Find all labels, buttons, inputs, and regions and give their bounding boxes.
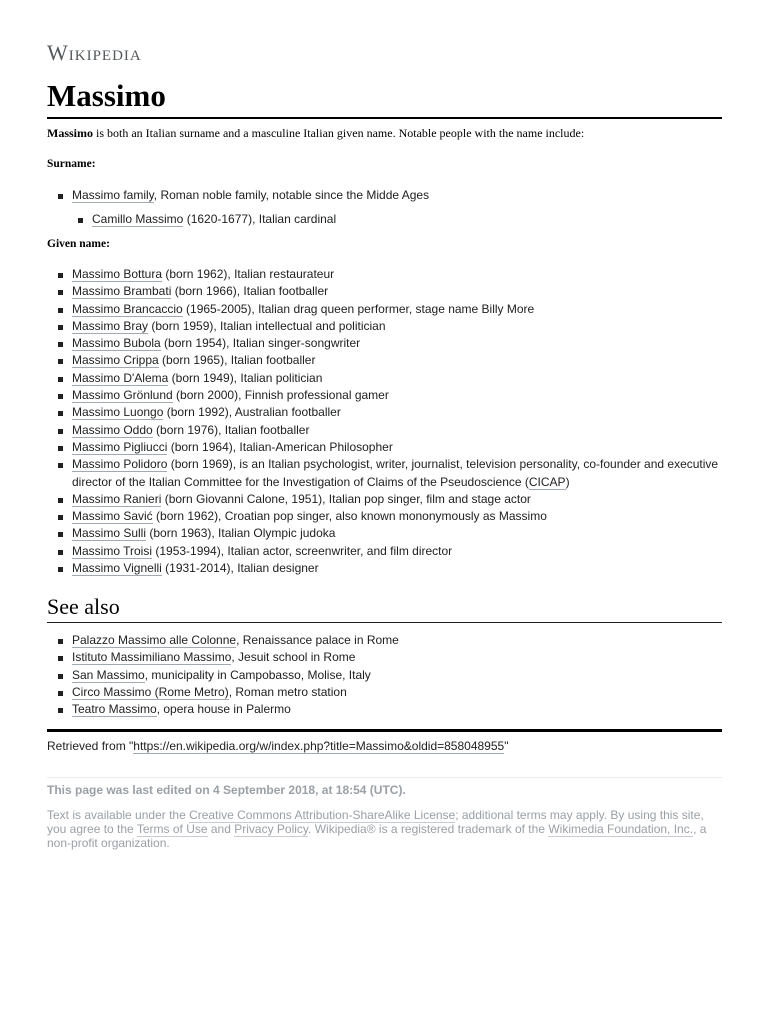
list-item-description: (born 2000), Finnish professional gamer [172,388,389,403]
list-item [47,543,722,560]
list-item-link[interactable]: Massimo Sulli [72,526,147,541]
intro-text: is both an Italian surname and a masculine Italian given name. Notable people with the name include: [93,126,585,140]
list-item-description: (born Giovanni Calone, 1951), Italian pop singer, film and stage actor [161,491,531,506]
given-name-heading: Given name: [47,238,110,250]
license-part-5: , a non-profit organization. [47,822,707,850]
list-item-description: (born 1962), Italian restaurateur [162,267,335,281]
list-item [47,456,722,491]
license-text [47,808,722,850]
list-item-link[interactable]: Massimo Brancaccio [72,301,183,316]
list-item [47,491,722,508]
list-item-description: , Renaissance palace in Rome [236,633,399,647]
surname-sublist [47,211,722,228]
list-item-description: (born 1976), Italian footballer [152,422,310,437]
list-item-link[interactable]: Massimo family [72,188,154,202]
list-item [47,684,722,701]
list-item-description: , Jesuit school in Rome [231,650,356,665]
list-item-link[interactable]: Massimo Oddo [72,422,153,437]
list-item-link[interactable]: Massimo Pigliucci [72,439,168,454]
list-item [47,667,722,684]
list-item-description: , municipality in Campobasso, Molise, Italy [144,667,371,682]
list-item-description: (born 1963), Italian Olympic judoka [146,526,336,541]
intro-paragraph [47,126,722,141]
given-name-list [47,266,722,577]
last-edited: This page was last edited on 4 September 2018, at 18:54 (UTC). [47,783,406,797]
license-part-1: Text is available under the [47,808,190,822]
list-item-link[interactable]: Massimo Brambati [72,284,172,299]
list-item-description: (1953-1994), Italian actor, screenwriter, and film director [152,543,453,558]
retrieved-prefix: Retrieved from " [47,739,134,753]
list-item-description: (born 1965), Italian footballer [158,353,316,368]
list-item [47,632,722,649]
list-item-description: , Roman metro station [228,684,347,699]
wikipedia-wordmark[interactable]: Wikipedia [47,40,142,65]
intro-bold-term: Massimo [47,126,93,140]
list-item-link[interactable]: Massimo Bubola [72,336,161,351]
list-item [47,352,722,369]
list-item-link[interactable]: Massimo Grönlund [72,388,173,403]
list-item-description: (born 1954), Italian singer-songwriter [160,336,361,351]
list-item-link[interactable]: Massimo Bray [72,318,149,333]
list-item [47,318,722,335]
list-item [47,370,722,387]
list-item-link[interactable]: Massimo D'Alema [72,370,169,385]
list-item [47,560,722,577]
license-part-3: and [207,822,235,836]
list-item [47,404,722,421]
list-item-description: (born 1969), is an Italian psychologist, writer, journalist, television personality, co-founder and executive director of the Italian Committee for the Investigation of Claims of the Pseudoscience ( [72,457,719,489]
list-item [47,439,722,456]
list-item-link[interactable]: Camillo Massimo [92,212,184,226]
retrieved-from [47,739,508,753]
see-also-divider [47,622,722,623]
list-item-description: (born 1949), Italian politician [168,370,323,385]
list-item [47,211,722,228]
license-part-4: . Wikipedia® is a registered trademark of the [308,822,549,836]
retrieved-link[interactable]: https://en.wikipedia.org/w/index.php?title=Massimo&oldid=858048955 [133,739,505,753]
privacy-policy-link[interactable]: Privacy Policy [234,822,309,836]
list-item-description: (1965-2005), Italian drag queen performer, stage name Billy More [182,301,535,316]
list-item [47,335,722,352]
list-item [47,266,722,283]
footer-thin-divider [47,777,722,778]
list-item-link[interactable]: Massimo Ranieri [72,491,162,506]
list-item-link[interactable]: Massimo Troisi [72,543,153,558]
list-item-description: (born 1964), Italian-American Philosopher [167,439,393,454]
terms-of-use-link[interactable]: Terms of Use [136,822,208,836]
list-item [47,701,722,718]
list-item-link[interactable]: Palazzo Massimo alle Colonne [72,633,237,647]
list-item [47,649,722,666]
surname-list [47,187,722,204]
list-item [47,387,722,404]
page-title: Massimo [47,78,166,113]
retrieved-suffix: " [504,739,509,753]
list-item-description-end: ) [565,474,570,489]
list-item-link[interactable]: Massimo Crippa [72,353,159,368]
list-item-link[interactable]: Massimo Luongo [72,405,164,420]
list-item-description: , opera house in Palermo [156,702,291,717]
list-item [47,422,722,439]
title-divider [47,117,722,119]
list-item-link[interactable]: Istituto Massimiliano Massimo [72,650,232,665]
list-item-description: (1931-2014), Italian designer [161,561,319,576]
surname-heading: Surname: [47,158,96,170]
list-item-description: (born 1992), Australian footballer [163,405,341,420]
list-item [47,508,722,525]
list-item-link[interactable]: Massimo Polidoro [72,457,168,472]
list-item [47,187,722,204]
list-item-description: , Roman noble family, notable since the Midde Ages [153,188,430,202]
list-item-description: (born 1959), Italian intellectual and politician [148,318,386,333]
list-item [47,525,722,542]
license-part-2: ; additional terms may apply. By using this site, you agree to the [47,808,704,836]
list-item-link[interactable]: San Massimo [72,667,145,682]
list-item-description: (born 1962), Croatian pop singer, also known mononymously as Massimo [152,509,547,524]
see-also-heading: See also [47,594,120,619]
list-item-link[interactable]: Teatro Massimo [72,702,157,717]
list-item-link[interactable]: Circo Massimo (Rome Metro) [72,684,229,699]
list-item-link[interactable]: Massimo Bottura [72,267,163,281]
list-item-link[interactable]: Massimo Savić [72,509,153,524]
list-item-link[interactable]: Massimo Vignelli [72,561,162,576]
list-item [47,301,722,318]
wikimedia-foundation-link[interactable]: Wikimedia Foundation, Inc. [548,822,694,836]
footer-divider [47,729,722,732]
cc-license-link[interactable]: Creative Commons Attribution-ShareAlike License [189,808,456,822]
list-item [47,283,722,300]
list-item-description: (born 1966), Italian footballer [171,284,329,299]
list-item-description: (1620-1677), Italian cardinal [183,212,337,226]
list-item-link-secondary[interactable]: CICAP [528,474,566,489]
see-also-list [47,632,722,718]
